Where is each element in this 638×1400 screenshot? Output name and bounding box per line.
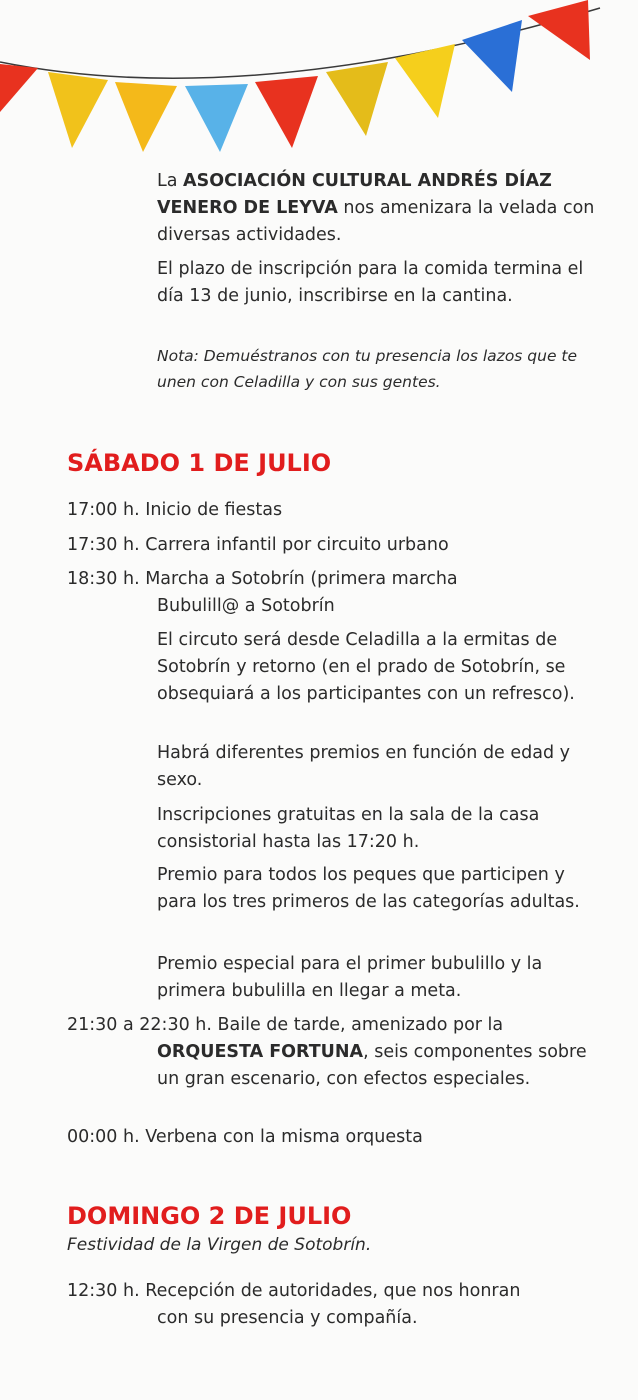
sunday-heading: DOMINGO 2 DE JULIO [67, 1202, 352, 1230]
schedule-item-continuation: Bubulill@ a Sotobrín [157, 596, 335, 616]
marcha-detail: Premio para todos los peques que participen y para los tres primeros de las categorías adultas. [157, 865, 580, 912]
schedule-item: 00:00 h. Verbena con la misma orquesta [67, 1127, 423, 1147]
marcha-detail: El circuto será desde Celadilla a la ermitas de Sotobrín y retorno (en el prado de Sotobrín, se obsequiará a los participantes con un refresco). [157, 630, 575, 704]
intro-paragraph [157, 168, 597, 249]
saturday-heading: SÁBADO 1 DE JULIO [67, 449, 332, 477]
schedule-item: 17:30 h. Carrera infantil por circuito urbano [67, 535, 449, 555]
flag-red [0, 64, 38, 112]
marcha-detail: Habrá diferentes premios en función de edad y sexo. [157, 743, 571, 790]
marcha-detail: Premio especial para el primer bubulillo y la primera bubulilla en llegar a meta. [157, 954, 543, 1001]
schedule-item: 21:30 a 22:30 h. Baile de tarde, amenizado por la [67, 1015, 504, 1035]
flag-lightblue [185, 84, 248, 152]
baile-rest: , seis componentes sobre un gran escenario, con efectos especiales. [157, 1042, 587, 1089]
flag-yellow [115, 82, 177, 152]
schedule-item: 18:30 h. Marcha a Sotobrín (primera marcha [67, 569, 458, 589]
intro-prefix: La [157, 171, 184, 191]
sunday-subtitle: Festividad de la Virgen de Sotobrín. [67, 1235, 372, 1255]
flag-red [528, 0, 590, 60]
flag-yellow [48, 72, 108, 148]
bunting-garland [0, 0, 638, 170]
flag-blue [462, 20, 522, 92]
schedule-item-continuation [157, 1039, 607, 1093]
association-name: ASOCIACIÓN CULTURAL ANDRÉS DÍAZ VENERO DE LEYVA [157, 171, 552, 218]
schedule-item: 17:00 h. Inicio de fiestas [67, 500, 283, 520]
note-paragraph: Nota: Demuéstranos con tu presencia los lazos que te unen con Celadilla y con sus gentes. [157, 347, 578, 391]
schedule-item-continuation: con su presencia y compañía. [157, 1308, 418, 1328]
flag-yellow [326, 62, 388, 136]
intro-rest: nos amenizara la velada con diversas actividades. [157, 198, 595, 245]
marcha-detail: Inscripciones gratuitas en la sala de la casa consistorial hasta las 17:20 h. [157, 805, 540, 852]
orchestra-name: ORQUESTA FORTUNA [157, 1042, 364, 1062]
schedule-item: 12:30 h. Recepción de autoridades, que nos honran [67, 1281, 521, 1301]
registration-paragraph: El plazo de inscripción para la comida termina el día 13 de junio, inscribirse en la cantina. [157, 259, 584, 306]
flag-red [255, 76, 318, 148]
